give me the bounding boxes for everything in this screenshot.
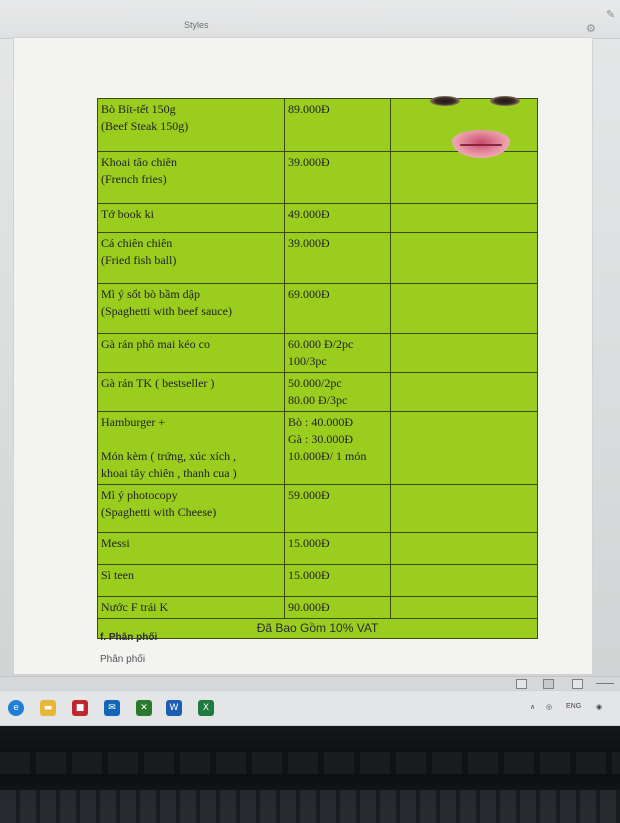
keyboard-edge [0,790,620,823]
table-row [98,565,538,597]
item-price: 60.000 Đ/2pc 100/3pc [285,334,391,373]
empty-cell [391,412,538,485]
vat-row [98,619,538,639]
styles-label[interactable]: Styles [184,20,209,30]
settings-icon[interactable]: ⚙ [586,22,596,35]
chevron-up-icon[interactable]: ∧ [530,704,536,711]
item-price: 89.000Đ [285,99,391,152]
item-name: Cá chiên chiên (Fried fish ball) [98,233,285,284]
xbox-icon[interactable]: ✕ [136,700,152,716]
table-row [98,334,538,373]
item-name: Tớ book ki [98,204,285,233]
table-row [98,412,538,485]
table-row [98,373,538,412]
item-price: Bò : 40.000Đ Gà : 30.000Đ 10.000Đ/ 1 món [285,412,391,485]
table-row [98,533,538,565]
item-name: Hamburger + Món kèm ( trứng, xúc xích , khoai tây chiên , thanh cua ) [98,412,285,485]
section-heading: f. Phân phối [100,632,158,643]
item-price: 59.000Đ [285,485,391,533]
left-eye-icon [430,96,460,106]
item-price: 50.000/2pc 80.00 Đ/3pc [285,373,391,412]
empty-cell [391,373,538,412]
item-price: 39.000Đ [285,233,391,284]
item-name: Sì teen [98,565,285,597]
section-body: Phân phối [100,654,146,665]
empty-cell [391,233,538,284]
item-name: Mì ý photocopy (Spaghetti with Cheese) [98,485,285,533]
app-red-icon[interactable]: ■ [72,700,88,716]
word-ribbon [0,0,620,39]
empty-cell [391,334,538,373]
item-price: 39.000Đ [285,152,391,204]
table-row [98,204,538,233]
item-price: 49.000Đ [285,204,391,233]
folder-icon[interactable]: ▬ [40,700,56,716]
item-name: Messi [98,533,285,565]
lips-line [460,144,502,146]
item-name: Gà rán TK ( bestseller ) [98,373,285,412]
table-row [98,485,538,533]
wifi-icon[interactable]: ◉ [596,704,603,711]
item-name: Nước F trái K [98,597,285,619]
menu-table [97,98,538,639]
item-name: Mì ý sốt bò bầm dập (Spaghetti with beef sauce) [98,284,285,334]
mail-icon[interactable]: ✉ [104,700,120,716]
word-icon[interactable]: W [166,700,182,716]
empty-cell [391,597,538,619]
web-layout-icon[interactable] [572,679,583,689]
item-price: 15.000Đ [285,533,391,565]
item-name: Khoai tâo chiên (French fries) [98,152,285,204]
table-row [98,233,538,284]
item-price: 90.000Đ [285,597,391,619]
edge-icon[interactable]: e [8,700,24,716]
network-icon[interactable]: ◎ [546,704,553,711]
vat-note: Đã Bao Gồm 10% VAT [98,619,538,639]
read-mode-icon[interactable] [516,679,527,689]
table-row [98,597,538,619]
right-eye-icon [490,96,520,106]
face-sticker-image [428,94,528,168]
excel-icon[interactable]: X [198,700,214,716]
empty-cell [391,565,538,597]
empty-cell [391,204,538,233]
desk-reflection [0,752,620,774]
pen-icon[interactable]: ✎ [606,8,616,21]
item-price: 15.000Đ [285,565,391,597]
empty-cell [391,533,538,565]
item-name: Bò Bít-tết 150g (Beef Steak 150g) [98,99,285,152]
status-bar [0,676,620,691]
print-layout-icon[interactable] [543,679,554,689]
item-name: Gà rán phô mai kéo co [98,334,285,373]
empty-cell [391,485,538,533]
item-price: 69.000Đ [285,284,391,334]
language-indicator[interactable]: ENG [566,703,582,710]
table-row [98,284,538,334]
taskbar [0,690,620,725]
empty-cell [391,284,538,334]
zoom-slider[interactable] [596,683,614,684]
